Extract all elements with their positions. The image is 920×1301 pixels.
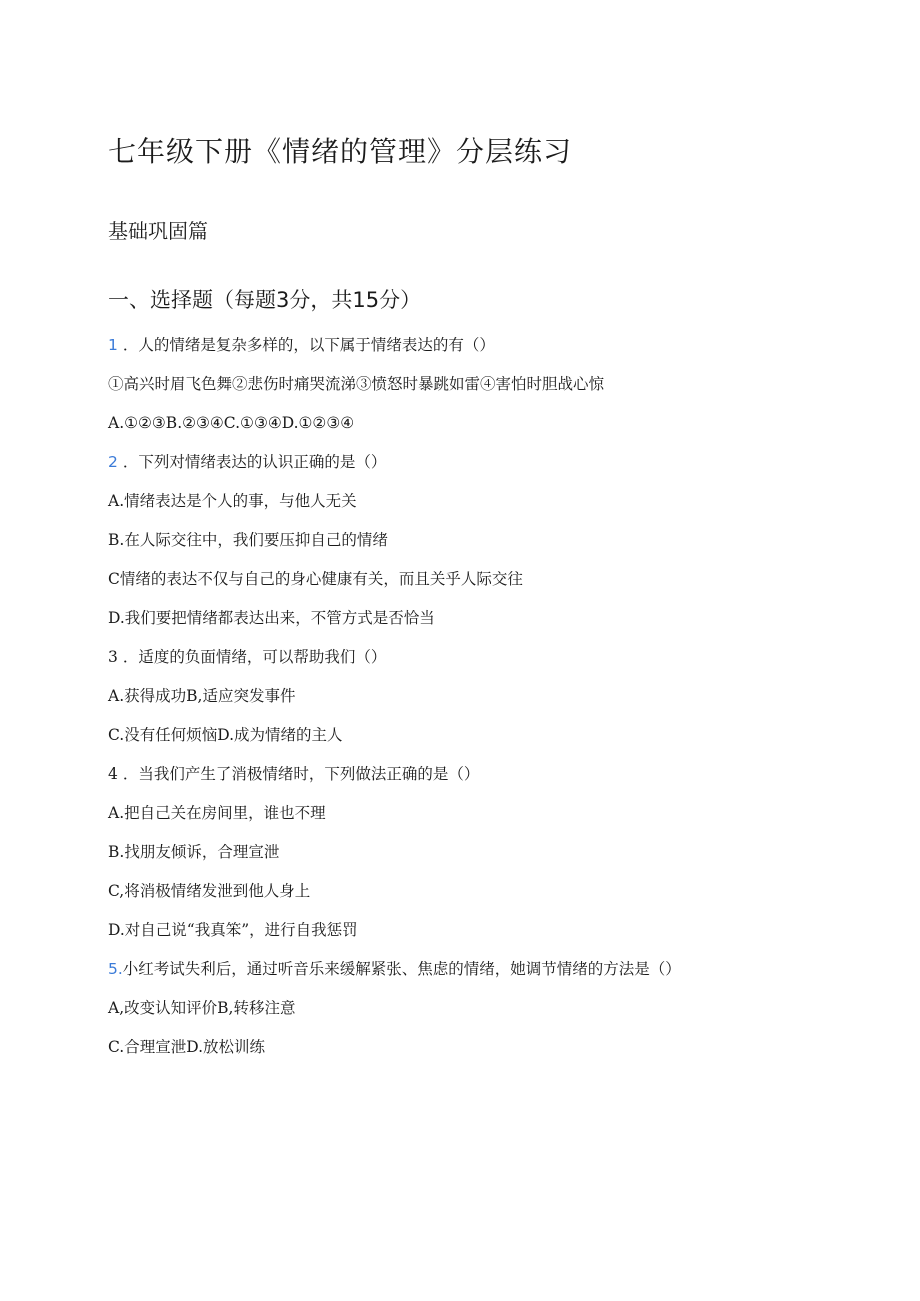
question-3-stem [108,647,386,667]
question-5-options-cd: C.合理宣泄D.放松训练 [108,1038,266,1056]
question-2-option-b: B.在人际交往中，我们要压抑自己的情绪 [108,531,388,549]
question-1-options: A.①②③B.②③④C.①③④D.①②③④ [108,414,355,432]
question-number: 2 [108,453,118,471]
question-1-stem [108,335,495,355]
question-4-option-c: C,将消极情绪发泄到他人身上 [108,882,311,900]
question-4-option-a: A.把自己关在房间里，谁也不理 [108,804,326,822]
section-heading: 一、选择题（每题3分，共15分） [108,288,422,312]
question-number: 3 [108,648,118,666]
question-1-statements: ①高兴时眉飞色舞②悲伤时痛哭流涕③愤怒时暴跳如雷④害怕时胆战心惊 [108,375,605,393]
question-text: ．下列对情绪表达的认识正确的是（） [122,453,387,471]
question-text: ．人的情绪是复杂多样的，以下属于情绪表达的有（） [122,336,495,354]
question-4-option-b: B.找朋友倾诉，合理宣泄 [108,843,280,861]
question-4-option-d: D.对自己说“我真笨”，进行自我惩罚 [108,921,358,939]
question-text: ．当我们产生了消极情绪时，下列做法正确的是（） [122,765,480,783]
question-3-options-cd: C.没有任何烦恼D.成为情绪的主人 [108,726,343,744]
question-text: 小红考试失利后，通过听音乐来缓解紧张、焦虑的情绪，她调节情绪的方法是（） [122,960,681,978]
question-text: ．适度的负面情绪，可以帮助我们（） [122,648,387,666]
question-5-options-ab: A,改变认知评价B,转移注意 [108,999,296,1017]
question-2-stem [108,452,386,472]
question-2-option-c: C情绪的表达不仅与自己的身心健康有关，而且关乎人际交往 [108,570,523,588]
question-2-option-a: A.情绪表达是个人的事，与他人无关 [108,492,357,510]
question-number: 5. [108,960,123,978]
question-number: 1 [108,336,118,354]
question-4-stem [108,764,479,784]
question-3-options-ab: A.获得成功B,适应突发事件 [108,687,296,705]
document-subtitle: 基础巩固篇 [108,219,208,243]
question-number: 4 [108,765,118,783]
question-2-option-d: D.我们要把情绪都表达出来，不管方式是否恰当 [108,609,435,627]
question-5-stem [108,959,681,979]
document-title: 七年级下册《情绪的管理》分层练习 [108,135,573,168]
